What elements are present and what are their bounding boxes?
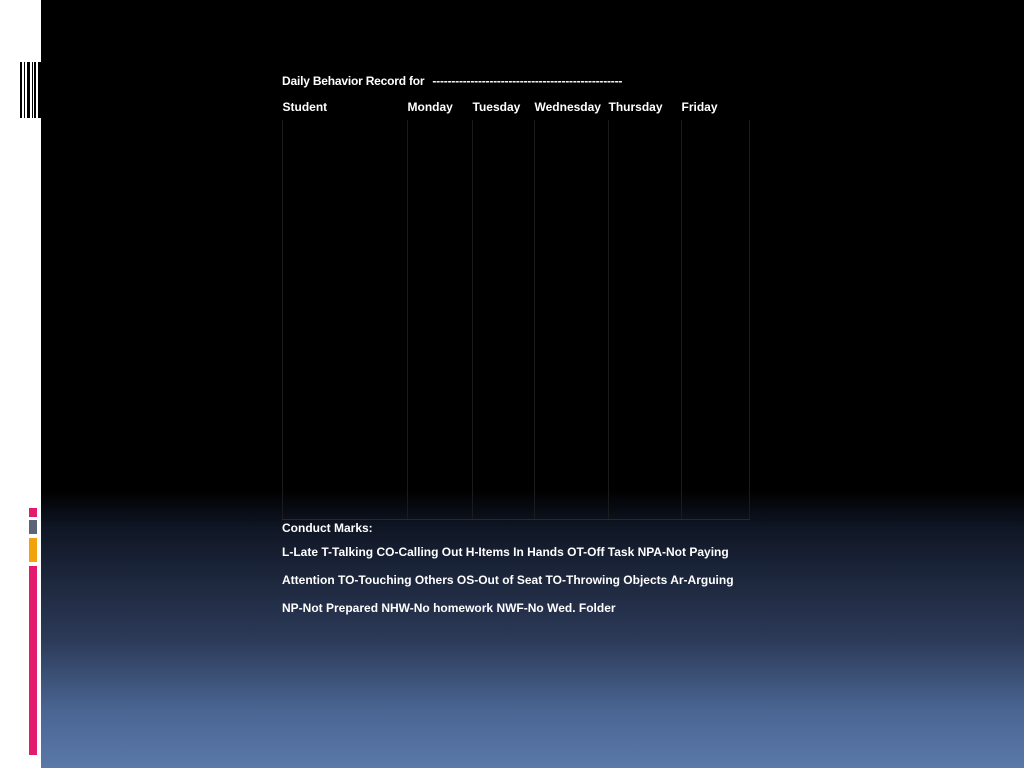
conduct-marks-legend (282, 522, 734, 614)
column-header-student: Student (282, 100, 328, 114)
conduct-marks-line: NP-Not Prepared NHW-No homework NWF-No Wed. Folder (282, 601, 616, 615)
friday-cell[interactable] (682, 120, 750, 520)
table-row (283, 120, 750, 520)
conduct-marks-heading: Conduct Marks: (282, 521, 373, 535)
conduct-marks-line: L-Late T-Talking CO-Calling Out H-Items In Hands OT-Off Task NPA-Not Paying (282, 545, 729, 559)
thursday-cell[interactable] (609, 120, 682, 520)
column-header-wednesday: Wednesday (534, 100, 601, 114)
accent-bar-pink-tall (29, 566, 37, 755)
behavior-record-table (282, 96, 750, 520)
column-header-friday: Friday (681, 100, 718, 114)
table-header-row (283, 96, 750, 120)
monday-cell[interactable] (408, 120, 473, 520)
left-decorative-strip (0, 0, 41, 768)
column-header-monday: Monday (407, 100, 453, 114)
accent-bar-pink-small (29, 508, 37, 517)
conduct-marks-line: Attention TO-Touching Others OS-Out of Seat TO-Throwing Objects Ar-Arguing (282, 573, 734, 587)
tuesday-cell[interactable] (473, 120, 535, 520)
column-header-tuesday: Tuesday (472, 100, 521, 114)
wednesday-cell[interactable] (535, 120, 609, 520)
document-title (282, 74, 622, 88)
accent-bar-slate (29, 520, 37, 534)
column-header-thursday: Thursday (608, 100, 663, 114)
title-blank-line: -------------------------------------------------- (432, 74, 623, 88)
accent-bar-gold (29, 538, 37, 562)
barcode-graphic (20, 62, 41, 118)
title-text: Daily Behavior Record for (282, 74, 425, 88)
student-cell[interactable] (283, 120, 408, 520)
